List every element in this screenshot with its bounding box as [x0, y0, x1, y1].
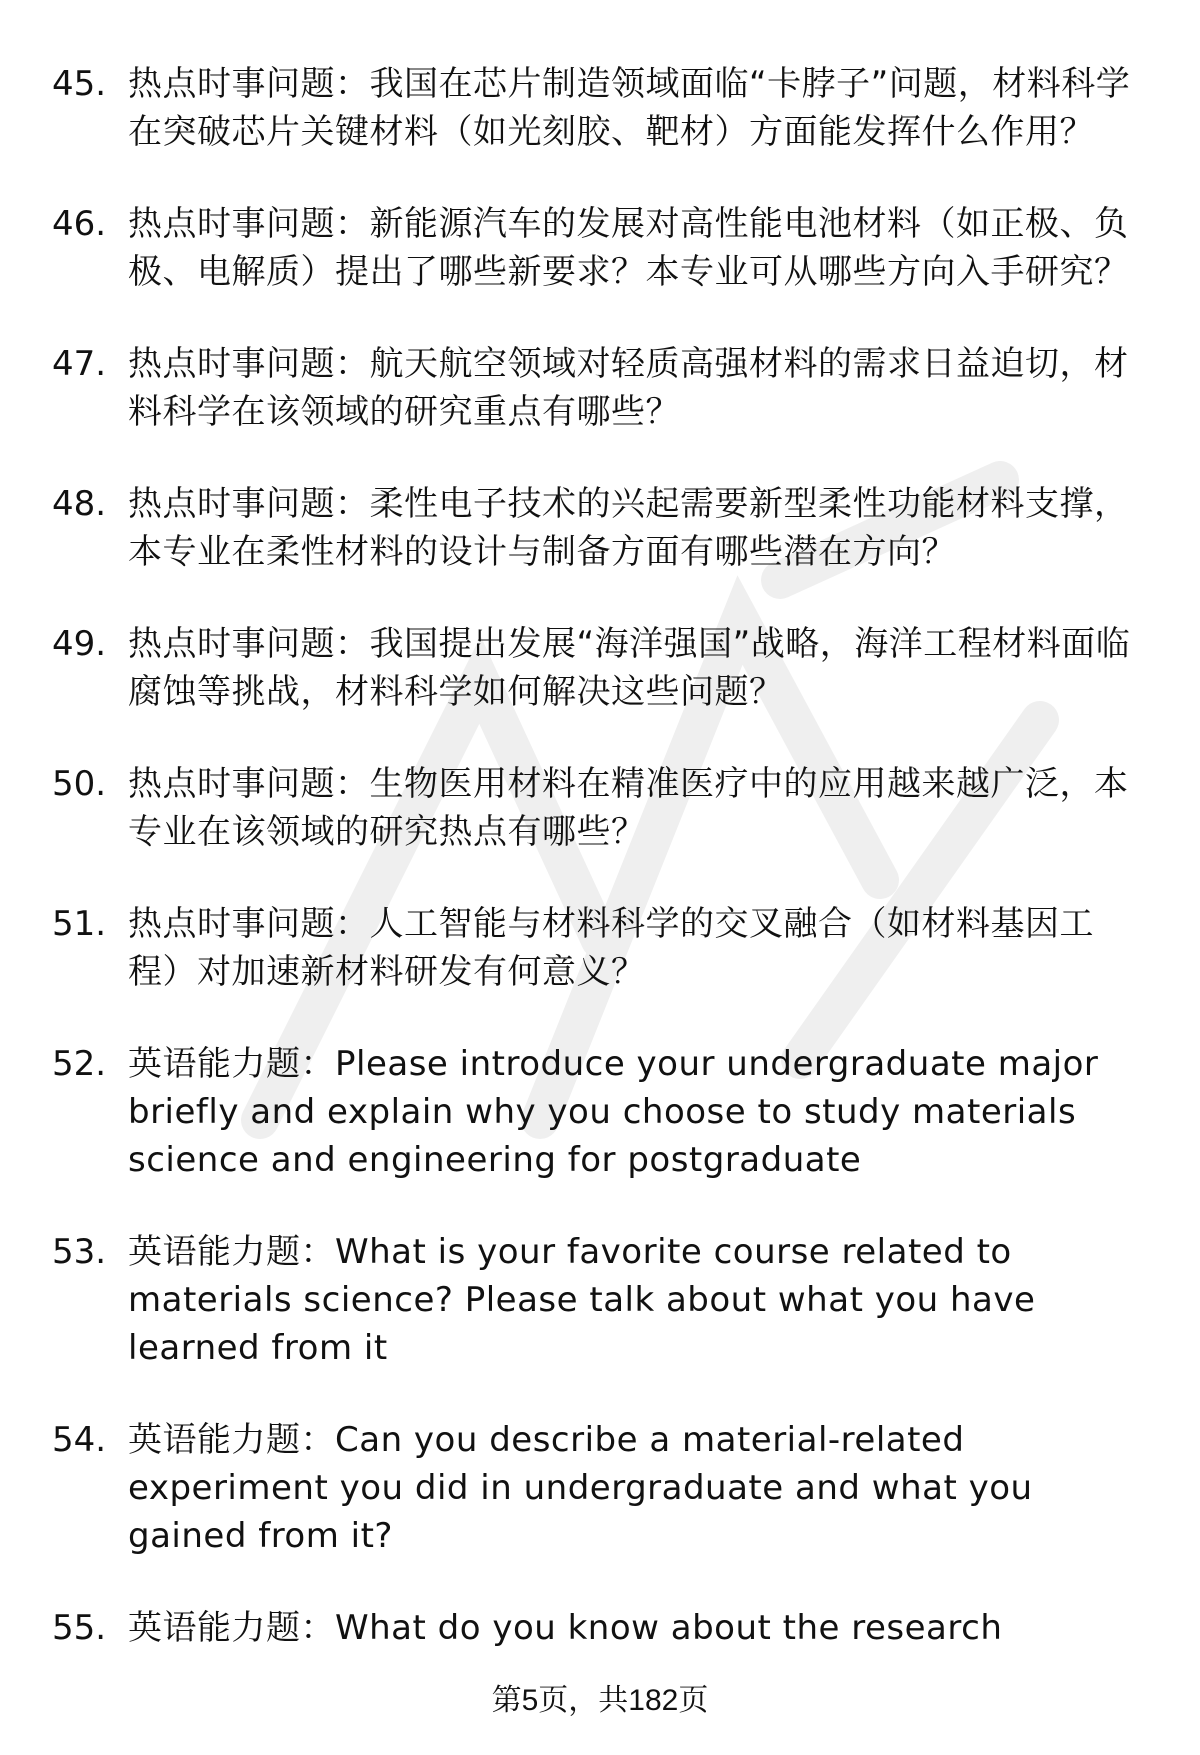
- question-number: 52.: [52, 1044, 107, 1084]
- question-item: [52, 620, 1152, 716]
- question-item: [52, 340, 1152, 436]
- question-number: 55.: [52, 1608, 107, 1648]
- question-item: [52, 1228, 1152, 1372]
- question-text: 英语能力题：What is your favorite course related to materials science? Please talk about what you have learned from it: [128, 1232, 1036, 1368]
- question-number: 45.: [52, 64, 107, 104]
- question-item: [52, 60, 1152, 156]
- question-text: 热点时事问题：航天航空领域对轻质高强材料的需求日益迫切，材料科学在该领域的研究重点有哪些？: [128, 344, 1129, 432]
- question-number: 49.: [52, 624, 107, 664]
- question-number: 53.: [52, 1232, 107, 1272]
- question-item: [52, 900, 1152, 996]
- question-number: 46.: [52, 204, 107, 244]
- question-item: [52, 1604, 1152, 1652]
- question-text: 热点时事问题：生物医用材料在精准医疗中的应用越来越广泛，本专业在该领域的研究热点有哪些？: [128, 764, 1129, 852]
- question-text: 热点时事问题：我国提出发展“海洋强国”战略，海洋工程材料面临腐蚀等挑战，材料科学如何解决这些问题？: [128, 624, 1131, 712]
- question-number: 47.: [52, 344, 107, 384]
- question-text: 热点时事问题：人工智能与材料科学的交叉融合（如材料基因工程）对加速新材料研发有何意义？: [128, 904, 1094, 992]
- page-footer: 第5页，共182页: [491, 1684, 709, 1717]
- question-text: 热点时事问题：新能源汽车的发展对高性能电池材料（如正极、负极、电解质）提出了哪些新要求？本专业可从哪些方向入手研究？: [128, 204, 1129, 292]
- question-item: [52, 480, 1152, 576]
- question-item: [52, 760, 1152, 856]
- question-number: 51.: [52, 904, 107, 944]
- question-number: 54.: [52, 1420, 107, 1460]
- question-text: 热点时事问题：柔性电子技术的兴起需要新型柔性功能材料支撑，本专业在柔性材料的设计与制备方面有哪些潜在方向？: [128, 484, 1129, 572]
- question-text: 英语能力题：What do you know about the research: [128, 1608, 1003, 1648]
- question-text: 英语能力题：Can you describe a material-related experiment you did in undergraduate and what you gained from it?: [128, 1420, 1033, 1556]
- question-list: [52, 60, 1152, 1696]
- question-text: 英语能力题：Please introduce your undergraduate major briefly and explain why you choose to study materials science and engineering for postgraduate: [128, 1044, 1099, 1180]
- question-number: 48.: [52, 484, 107, 524]
- question-item: [52, 200, 1152, 296]
- question-item: [52, 1040, 1152, 1184]
- question-number: 50.: [52, 764, 107, 804]
- question-text: 热点时事问题：我国在芯片制造领域面临“卡脖子”问题，材料科学在突破芯片关键材料（如光刻胶、靶材）方面能发挥什么作用？: [128, 64, 1131, 152]
- question-item: [52, 1416, 1152, 1560]
